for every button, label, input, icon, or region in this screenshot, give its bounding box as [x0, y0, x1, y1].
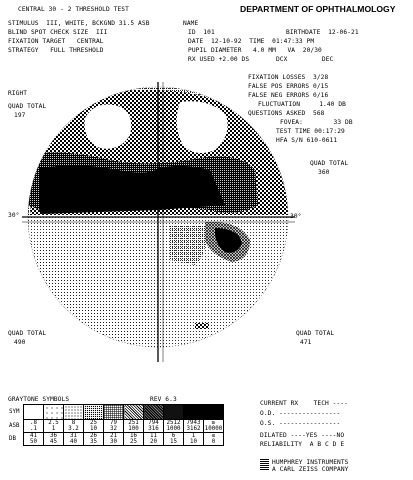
- top-white-island: [85, 105, 132, 149]
- asb-cell: 794 316: [144, 420, 164, 433]
- sym-cell: [44, 405, 64, 420]
- dark-band-solid-left: [40, 165, 158, 214]
- db-cell: 21 30: [104, 433, 124, 446]
- eye-label: RIGHT: [8, 90, 28, 97]
- humphrey-logo-icon: [260, 459, 269, 470]
- degree-right-label: 30°: [290, 213, 302, 220]
- degree-left-label: 30°: [8, 212, 20, 219]
- sym-cell: [124, 405, 144, 420]
- os-line: O.S. ----------------: [260, 420, 341, 427]
- hfa-serial: HFA S/N 610-0611: [276, 137, 338, 144]
- db-cell: 41 50: [24, 433, 44, 446]
- date-time: DATE 12-10-92 TIME 01:47:33 PM: [188, 38, 315, 45]
- revision: REV 6.3: [150, 396, 177, 403]
- rx-used: RX USED +2.00 DS DCX DEC: [188, 56, 334, 63]
- sym-cell: [204, 405, 224, 420]
- db-cell: 26 35: [84, 433, 104, 446]
- db-cell: 11 20: [144, 433, 164, 446]
- db-cell: 6 15: [164, 433, 184, 446]
- sym-row: [8, 405, 224, 420]
- patient-id: ID 101: [188, 29, 215, 36]
- graytone-title: GRAYTONE SYMBOLS: [8, 396, 70, 403]
- db-cell: 1 10: [184, 433, 204, 446]
- od-line: O.D. ----------------: [260, 410, 341, 417]
- db-cell: 36 45: [44, 433, 64, 446]
- strategy-line: STRATEGY FULL THRESHOLD: [8, 47, 104, 54]
- asb-cell: .8 .1: [24, 420, 44, 433]
- quad-ll-label: QUAD TOTAL: [8, 330, 47, 337]
- fixation-target-line: FIXATION TARGET CENTRAL: [8, 38, 104, 45]
- test-time: TEST TIME 00:17:29: [276, 128, 345, 135]
- department-title: DEPARTMENT OF OPHTHALMOLOGY: [240, 4, 396, 14]
- birthdate: BIRTHDATE 12-06-21: [286, 29, 359, 36]
- asb-row: [8, 420, 224, 433]
- stimulus-line: STIMULUS III, WHITE, BCKGND 31.5 ASB: [8, 20, 150, 27]
- asb-cell: 2.5 1: [44, 420, 64, 433]
- asb-row-header: ASB: [9, 423, 20, 429]
- fovea: FOVEA: 33 DB: [280, 119, 353, 126]
- company-line-2: A CARL ZEISS COMPANY: [272, 466, 349, 473]
- sym-cell: [64, 405, 84, 420]
- current-rx: CURRENT RX TECH ----: [260, 400, 348, 407]
- company-line-1: HUMPHREY INSTRUMENTS: [272, 459, 349, 466]
- asb-cell: 251 100: [124, 420, 144, 433]
- test-title: CENTRAL 30 - 2 THRESHOLD TEST: [18, 6, 129, 13]
- asb-cell: 8 3.2: [64, 420, 84, 433]
- asb-cell: 79 32: [104, 420, 124, 433]
- quad-ll-value: 490: [14, 339, 26, 346]
- sym-cell: [104, 405, 124, 420]
- sym-cell: [144, 405, 164, 420]
- asb-cell: 2512 1000: [164, 420, 184, 433]
- sym-cell: [84, 405, 104, 420]
- db-cell: ≤ 0: [204, 433, 224, 446]
- db-row: [8, 433, 224, 446]
- reliability-line: RELIABILITY A B C D E: [260, 441, 345, 448]
- false-pos-errors: FALSE POS ERRORS 0/15: [248, 83, 329, 90]
- blind-spot-marker: [195, 323, 209, 329]
- quad-ur-label: QUAD TOTAL: [310, 160, 349, 167]
- sym-row-header: SYM: [9, 409, 20, 415]
- sym-cell: [164, 405, 184, 420]
- asb-cell: 7943 3162: [184, 420, 204, 433]
- quad-ur-value: 360: [318, 169, 330, 176]
- quad-ul-value: 197: [14, 112, 26, 119]
- name-label: NAME: [183, 20, 199, 27]
- quad-lr-label: QUAD TOTAL: [296, 330, 335, 337]
- pupil-va: PUPIL DIAMETER 4.0 MM VA 20/30: [188, 47, 322, 54]
- db-row-header: DB: [9, 436, 16, 442]
- fixation-losses: FIXATION LOSSES 3/28: [248, 74, 329, 81]
- quad-ul-label: QUAD TOTAL: [8, 103, 47, 110]
- blind-spot-line: BLIND SPOT CHECK SIZE III: [8, 29, 108, 36]
- asb-cell: ≥ 10000: [204, 420, 223, 432]
- dilated-line: DILATED ----YES ----NO: [260, 432, 345, 439]
- db-cell: 31 40: [64, 433, 84, 446]
- quad-lr-value: 471: [300, 339, 312, 346]
- fluctuation: FLUCTUATION 1.40 DB: [258, 101, 346, 108]
- db-cell: 16 25: [124, 433, 144, 446]
- sym-cell: [24, 405, 44, 420]
- asb-cell: 25 10: [84, 420, 104, 433]
- graytone-scale-table: [8, 404, 224, 446]
- questions-asked: QUESTIONS ASKED 568: [248, 110, 325, 117]
- false-neg-errors: FALSE NEG ERRORS 0/16: [248, 92, 329, 99]
- sym-cell: [184, 405, 204, 420]
- lower-left-light: [40, 235, 150, 345]
